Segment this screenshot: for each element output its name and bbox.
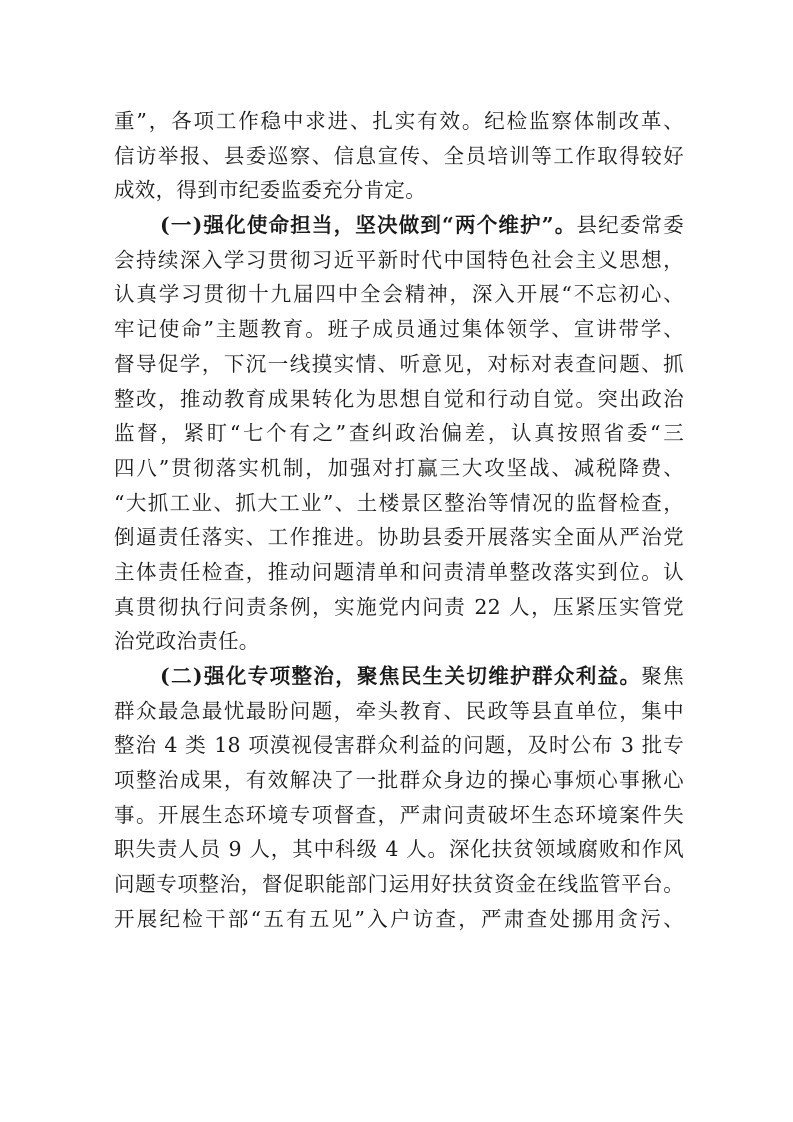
text-line: 事。开展生态环境专项督查，严肃问责破坏生态环境案件失 (114, 802, 684, 827)
text-line: 开展纪检干部“五有五见”入户访查，严肃查处挪用贪污、 (114, 906, 684, 931)
text-line: 倒逼责任落实、工作推进。协助县委开展落实全面从严治党 (114, 525, 684, 550)
text-line: 职失责人员 9 人，其中科级 4 人。深化扶贫领域腐败和作风 (114, 837, 684, 862)
text-line: 主体责任检查，推动问题清单和问责清单整改落实到位。认 (114, 559, 684, 584)
text-line: 问题专项整治，督促职能部门运用好扶贫资金在线监管平台。 (114, 872, 684, 897)
text-line: “大抓工业、抓大工业”、土楼景区整治等情况的监督检查， (114, 490, 684, 515)
text-line: 督导促学，下沉一线摸实情、听意见，对标对表查问题、抓 (114, 351, 684, 376)
text-line: 牢记使命”主题教育。班子成员通过集体领学、宣讲带学、 (114, 317, 684, 342)
paragraph-continuation (114, 104, 684, 208)
document-body (114, 104, 684, 937)
text-line: 重”，各项工作稳中求进、扎实有效。纪检监察体制改革、 (114, 109, 684, 133)
text-line-first (114, 208, 684, 243)
section-heading: (二)强化专项整治，聚焦民生关切维护群众利益。 (160, 664, 642, 688)
text-line: 会持续深入学习贯彻习近平新时代中国特色社会主义思想， (114, 247, 684, 272)
text-run: 聚焦 (641, 664, 684, 688)
text-line: 成效，得到市纪委监委充分肯定。 (114, 178, 426, 203)
text-line: 治党政治责任。 (114, 629, 260, 654)
section-heading: (一)强化使命担当，坚决做到“两个维护”。 (160, 213, 577, 238)
text-line: 四八”贯彻落实机制，加强对打赢三大攻坚战、减税降费、 (114, 455, 684, 480)
paragraph-special-rectification (114, 659, 684, 937)
text-line: 整治 4 类 18 项漠视侵害群众利益的问题，及时公布 3 批专 (114, 733, 684, 758)
text-line: 项整治成果，有效解决了一批群众身边的操心事烦心事揪心 (114, 768, 684, 793)
text-line: 群众最急最忧最盼问题，牵头教育、民政等县直单位，集中 (114, 698, 684, 723)
text-line: 认真学习贯彻十九届四中全会精神，深入开展“不忘初心、 (114, 282, 684, 307)
text-line: 整改，推动教育成果转化为思想自觉和行动自觉。突出政治 (114, 386, 684, 411)
text-line: 信访举报、县委巡察、信息宣传、全员培训等工作取得较好 (114, 143, 684, 168)
text-run: 县纪委常委 (576, 213, 685, 238)
paragraph-mission (114, 208, 684, 659)
text-line-first (114, 659, 684, 694)
text-line: 监督，紧盯“七个有之”查纠政治偏差，认真按照省委“三 (114, 421, 684, 446)
text-line: 真贯彻执行问责条例，实施党内问责 22 人，压紧压实管党 (114, 594, 684, 619)
